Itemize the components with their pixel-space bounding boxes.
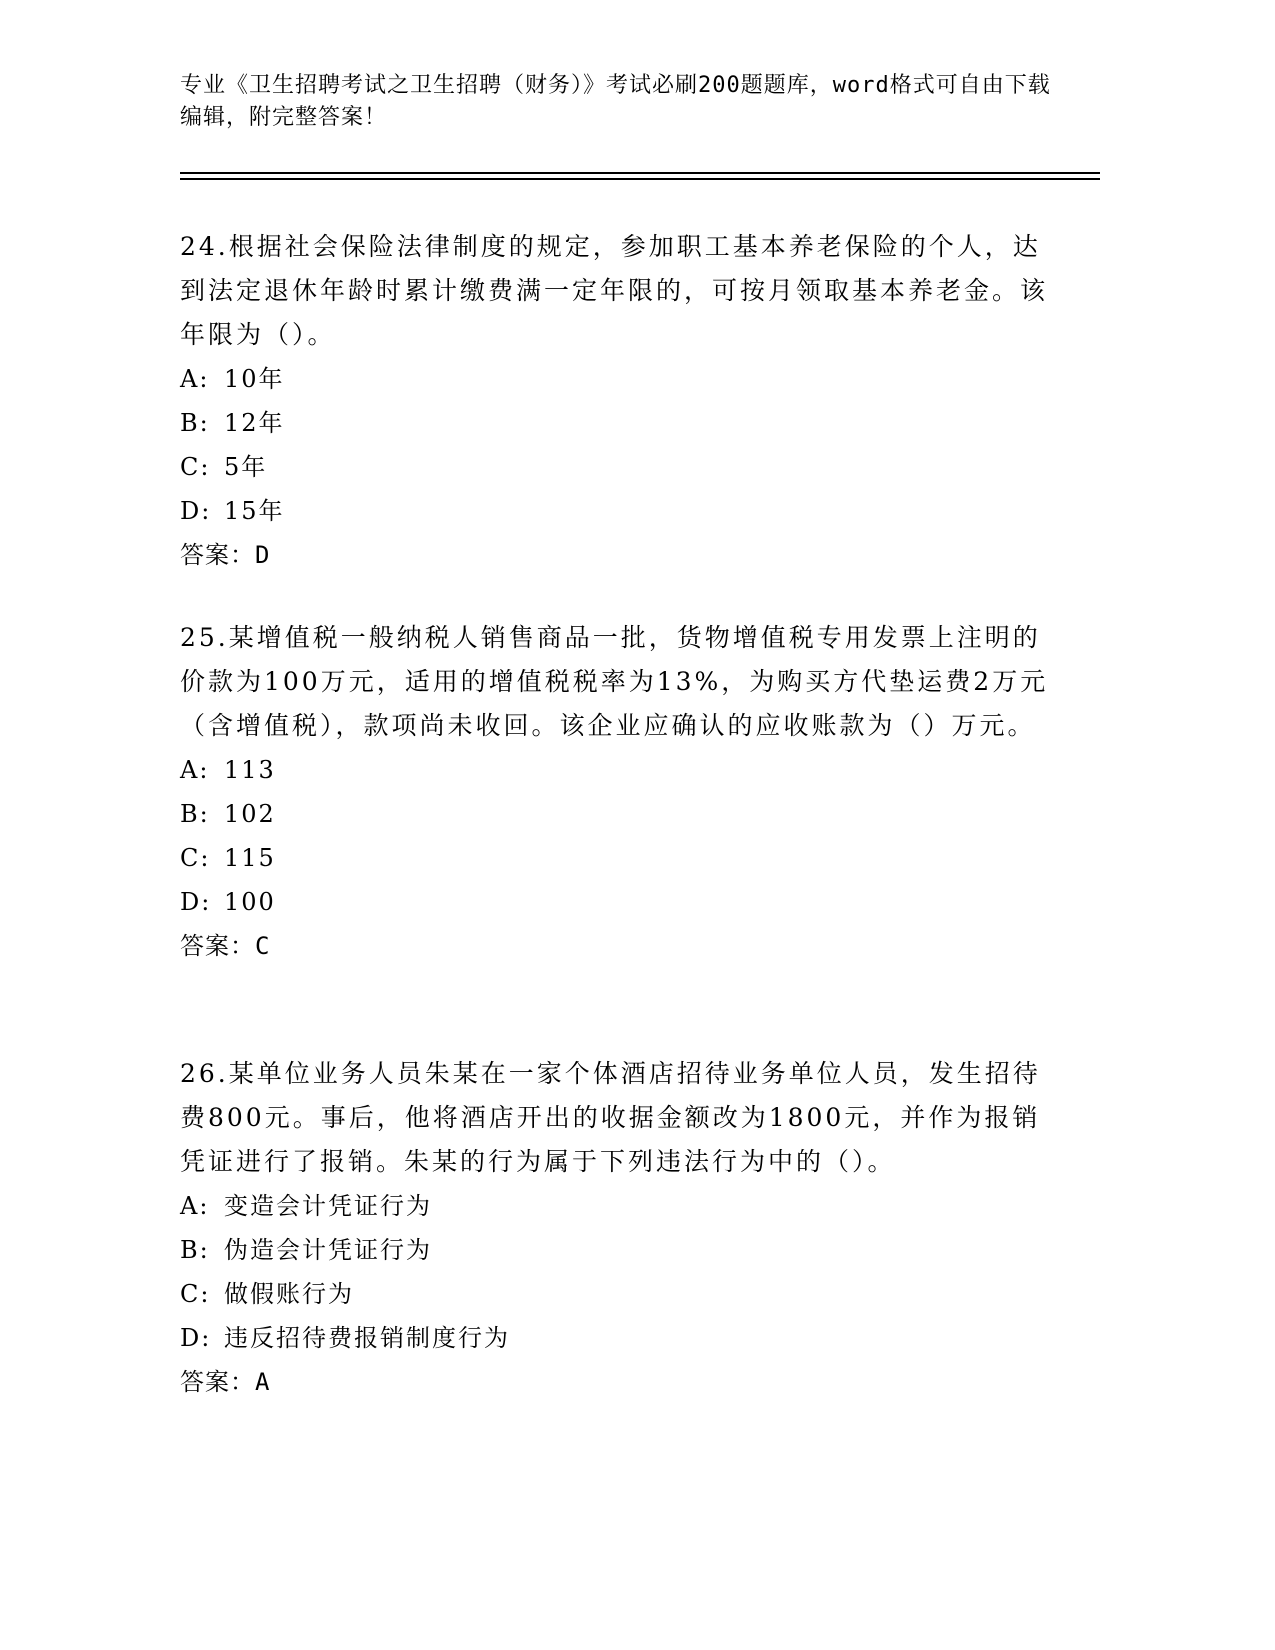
option-label: D: (180, 497, 212, 525)
option-text: 做假账行为 (224, 1280, 354, 1308)
answer: 答案：C (180, 932, 271, 960)
option-c (180, 836, 1060, 880)
option-d (180, 880, 1060, 924)
answer: 答案：D (180, 541, 271, 569)
option-label: A: (180, 365, 210, 393)
option-c (180, 1272, 1060, 1316)
option-b (180, 1228, 1060, 1272)
question-text: 24.根据社会保险法律制度的规定，参加职工基本养老保险的个人，达到法定退休年龄时累计缴费满一定年限的，可按月领取基本养老金。该年限为（）。 (180, 232, 1049, 349)
option-label: B: (180, 1236, 210, 1264)
option-label: B: (180, 800, 210, 828)
option-text: 伪造会计凭证行为 (224, 1236, 432, 1264)
option-text: 100 (224, 888, 276, 916)
question-text: 26.某单位业务人员朱某在一家个体酒店招待业务单位人员，发生招待费800元。事后，他将酒店开出的收据金额改为1800元，并作为报销凭证进行了报销。朱某的行为属于下列违法行为中的（）。 (180, 1059, 1041, 1176)
question-26 (180, 1052, 1060, 1404)
option-c (180, 445, 1060, 489)
option-text: 变造会计凭证行为 (224, 1192, 432, 1220)
document-header: 专业《卫生招聘考试之卫生招聘（财务）》考试必刷200题题库，word格式可自由下载编辑，附完整答案！ (180, 73, 1051, 130)
option-text: 10年 (224, 365, 285, 393)
option-text: 102 (224, 800, 276, 828)
option-label: D: (180, 888, 212, 916)
header-divider-bottom (180, 178, 1100, 180)
header-divider-top (180, 172, 1100, 174)
option-label: A: (180, 1192, 210, 1220)
option-text: 115 (224, 844, 276, 872)
question-25 (180, 616, 1060, 968)
option-b (180, 792, 1060, 836)
option-label: B: (180, 409, 210, 437)
option-a (180, 748, 1060, 792)
question-24 (180, 225, 1060, 577)
option-text: 违反招待费报销制度行为 (224, 1324, 510, 1352)
option-a (180, 1184, 1060, 1228)
option-d (180, 489, 1060, 533)
question-text: 25.某增值税一般纳税人销售商品一批，货物增值税专用发票上注明的价款为100万元，适用的增值税税率为13%，为购买方代垫运费2万元（含增值税），款项尚未收回。该企业应确认的应收账款为（）万元。 (180, 623, 1049, 740)
option-label: C: (180, 1280, 211, 1308)
option-text: 12年 (224, 409, 285, 437)
option-label: C: (180, 844, 211, 872)
option-label: D: (180, 1324, 212, 1352)
option-d (180, 1316, 1060, 1360)
option-a (180, 357, 1060, 401)
option-b (180, 401, 1060, 445)
option-label: A: (180, 756, 210, 784)
option-text: 113 (224, 756, 276, 784)
option-label: C: (180, 453, 211, 481)
option-text: 5年 (224, 453, 268, 481)
answer: 答案：A (180, 1368, 271, 1396)
option-text: 15年 (224, 497, 285, 525)
